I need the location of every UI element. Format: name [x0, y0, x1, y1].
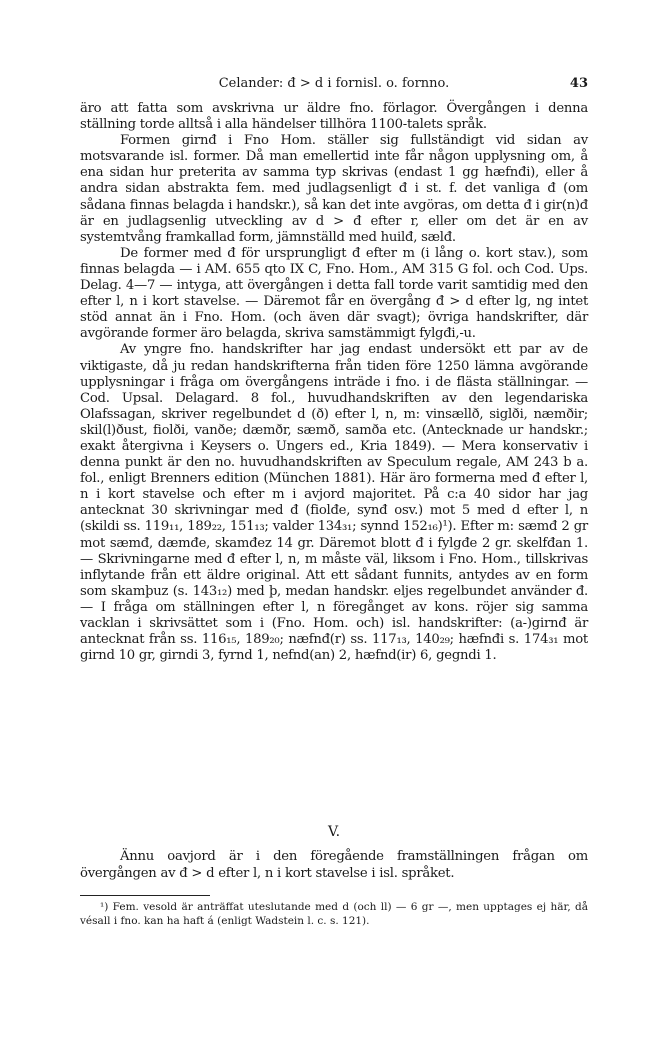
paragraph-1: äro att fatta som avskrivna ur äldre fno. förlagor. Övergången i denna ställning torde alltså i alla händelser tillhöra 1100-talets språk. [80, 101, 588, 133]
page-number: 43 [569, 76, 588, 91]
section-heading: V. [327, 824, 341, 840]
running-header [80, 74, 588, 94]
running-title: Celander: đ > d i fornisl. o. fornno. [218, 76, 450, 91]
paragraph-2: Formen girnđ i Fno Hom. ställer sig fullständigt vid sidan av motsvarande isl. former. Då man emellertid inte får någon upplysning om, å ena sidan hur preterita av samma typ skrivas (endast 1 gg hæfnđi), eller å andra sidan abstrakta fem. med judlagsenligt đ i st. f. det vanliga đ (om sådana finnas belagda i handskr.), så kan det inte avgöras, om detta đ i gir(n)đ är en judlagsenlig utveckling av d > đ efter r, eller om det är en av systemtvång framkallad form, jämnställd med huilđ, sælđ. [80, 133, 588, 245]
footnote-rule [80, 895, 210, 896]
paragraph-4: Av yngre fno. handskrifter har jag endast undersökt ett par av de viktigaste, då ju redan handskrifterna från tiden före 1250 lämna avgörande upplysningar i fråga om övergångens inträde i fno. i de flästa ställningar. — Cod. Upsal. Delagard. 8 fol., huvudhandskriften av den legendariska Olafssagan, skriver regelbundet d (ð) efter l, n, m: vinsællð, siglði, næmðir; skil(l)ðust, fiolði, vanðe; dæmðr, sæmð, samða etc. (Antecknade ur handskr.; exakt återgivna i Keysers o. Ungers ed., Kria 1849). — Mera konservativ i denna punkt är den no. huvudhandskriften av Speculum regale, AM 243 b a. fol., enligt Brenners edition (München 1881). Här äro formerna med đ efter l, n i kort stavelse och efter m i avjord majoritet. På c:a 40 sidor har jag antecknat 30 skrivningar med đ (fiolđe, synđ osv.) mot 5 med d efter l, n (skildi ss. 119₁₁, 189₂₂, 151₁₃; valder 134₃₁; synnd 152₁₆)¹). Efter m: sæmđ 2 gr mot sæmđ, dæmđe, skamđez 14 gr. Däremot blott đ i fylgđe 2 gr. skelfđan 1. — Skrivningarne med đ efter l, n, m måste väl, liksom i Fno. Hom., tillskrivas inflytande från ett äldre original. Att ett sådant funnits, antydes av en form som skamþuz (s. 143₁₂) med þ, medan handskr. eljes regelbundet använder đ. — I fråga om ställningen efter l, n föregånget av kons. röjer sig samma vacklan i skrivsättet som i (Fno. Hom. och) isl. handskrifter: (a-)girnđ är antecknat från ss. 116₁₅, 189₂₀; næfnđ(r) ss. 117₁₃, 140₂₉; hæfnđi s. 174₃₁ mot girnd 10 gr, girndi 3, fyrnd 1, nefnd(an) 2, hæfnd(ir) 6, gegndi 1. [80, 342, 588, 664]
section-paragraph [80, 848, 588, 882]
footnote [80, 900, 588, 928]
paragraph-3: De former med đ för ursprungligt đ efter m (i lång o. kort stav.), som finnas belagda — i AM. 655 qto IX C, Fno. Hom., AM 315 G fol. och Cod. Ups. Delag. 4—7 — intyga, att övergången i detta fall torde varit samtidig med den efter l, n i kort stavelse. — Däremot får en övergång đ > d efter lg, ng intet stöd annat än i Fno. Hom. (och även där svagt); övriga handskrifter, där avgörande former äro belagda, skriva samstämmigt fylgđi,-u. [80, 245, 588, 342]
body-text [80, 101, 588, 664]
footnote-text: ¹) Fem. vesold är anträffat uteslutande med d (och ll) — 6 gr —, men upptages ej här, då vésall i fno. kan ha haft á (enligt Wadstein l. c. s. 121). [80, 901, 588, 927]
section-paragraph-text: Ännu oavjord är i den föregående framställningen frågan om övergången av đ > d efter l, n i kort stavelse i isl. språket. [80, 849, 588, 881]
